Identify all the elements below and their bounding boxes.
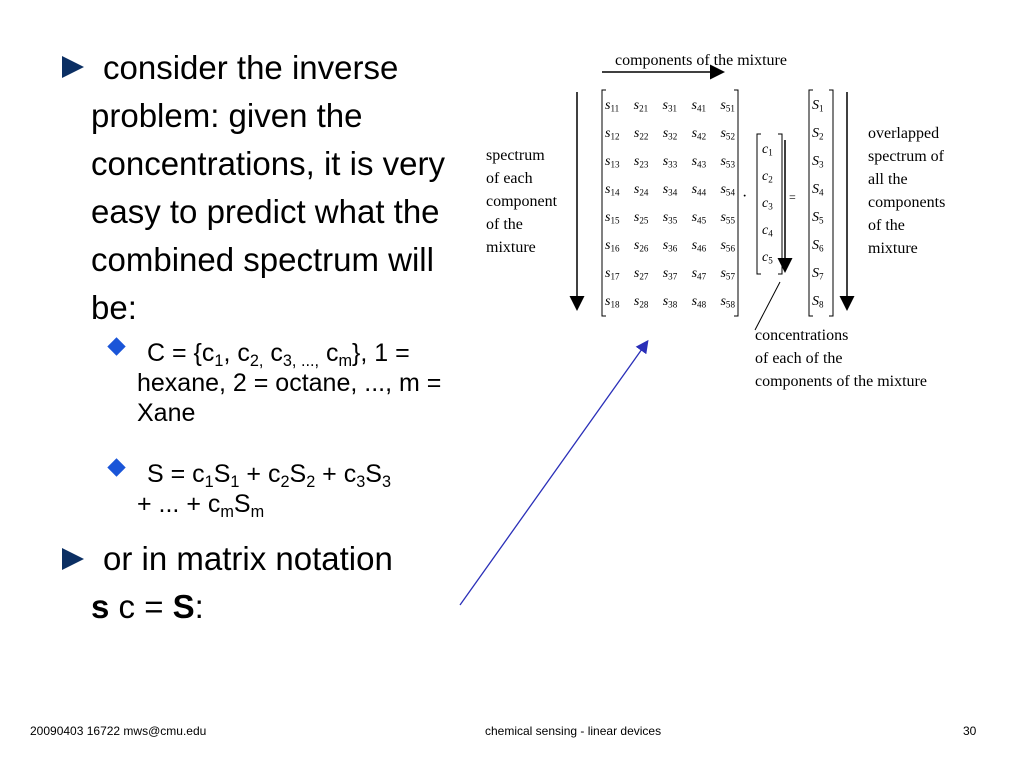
matrix-cell: $s_{14}$: [605, 182, 620, 198]
matrix-cell: $s_{31}$: [662, 98, 678, 114]
S-vector-cell: $S_8$: [812, 294, 824, 310]
dot-operator: ·: [742, 188, 748, 205]
spectrum-each-component-label: spectrum of each component of the mixture: [486, 147, 558, 256]
matrix-cell: $s_{53}$: [720, 154, 735, 170]
matrix-cell: $s_{44}$: [691, 182, 707, 198]
matrix-cell: $s_{13}$: [605, 154, 620, 170]
matrix-cell: $s_{57}$: [720, 266, 735, 282]
matrix-cell: $s_{51}$: [720, 98, 735, 114]
matrix-cell: $s_{24}$: [633, 182, 649, 198]
S-vector-cell: $S_4$: [812, 182, 824, 198]
matrix-cell: $s_{47}$: [691, 266, 707, 282]
sub-bullet-1-rest: 1 = hexane, 2 = octane, ..., m = Xane: [137, 339, 442, 427]
matrix-cell: $s_{11}$: [605, 98, 620, 114]
matrix-cell: $s_{45}$: [691, 210, 707, 226]
components-label: components of the mixture: [615, 52, 787, 69]
c-vector-cell: $c_5$: [762, 250, 773, 266]
matrix-cell: $s_{28}$: [633, 294, 649, 310]
bullet-1-text: consider the inverse problem: given the concentrations, it is very easy to predict what the combined spectrum will be:: [91, 49, 445, 326]
matrix-cell: $s_{32}$: [662, 126, 678, 142]
matrix-cell: $s_{34}$: [662, 182, 678, 198]
matrix-cell: $s_{25}$: [633, 210, 649, 226]
matrix-cell: $s_{55}$: [720, 210, 735, 226]
sub-bullet-1: $C = \{c_1$, $c_{2,}$ $c_{3, ...,}$ $c_m$}, 1 = hexane, 2 = octane, ..., m = Xane: [137, 339, 442, 427]
matrix-cell: $s_{52}$: [720, 126, 735, 142]
bullet-2-text: or in matrix notation s c = S:: [91, 540, 393, 625]
matrix-cell: $s_{58}$: [720, 294, 735, 310]
S-vector-cell: $S_7$: [812, 266, 824, 282]
matrix-cell: $s_{42}$: [691, 126, 707, 142]
matrix-cell: $s_{54}$: [720, 182, 735, 198]
matrix-cell: $s_{38}$: [662, 294, 678, 310]
matrix-cell: $s_{41}$: [691, 98, 707, 114]
matrix-cell: $s_{27}$: [633, 266, 649, 282]
matrix-cell: $s_{16}$: [605, 238, 620, 254]
c-vector-cell: $c_1$: [762, 142, 773, 158]
matrix-cell: $s_{15}$: [605, 210, 620, 226]
matrix-cell: $s_{46}$: [691, 238, 707, 254]
S-vector-cell: $S_6$: [812, 238, 824, 254]
footer-center: chemical sensing - linear devices: [485, 724, 662, 738]
matrix-cell: $s_{37}$: [662, 266, 678, 282]
S-vector-cell: $S_1$: [812, 98, 824, 114]
matrix-cell: $s_{17}$: [605, 266, 620, 282]
matrix-cell: $s_{48}$: [691, 294, 707, 310]
equals-sign: =: [789, 190, 796, 204]
matrix-cell: $s_{23}$: [633, 154, 649, 170]
S-vector-cell: $S_5$: [812, 210, 824, 226]
matrix-cell: $s_{21}$: [633, 98, 649, 114]
matrix-cell: $s_{43}$: [691, 154, 707, 170]
matrix-cell: $s_{36}$: [662, 238, 678, 254]
matrix-cell: $s_{33}$: [662, 154, 678, 170]
matrix-cell: $s_{56}$: [720, 238, 735, 254]
footer-left: 20090403 16722 mws@cmu.edu: [30, 724, 207, 738]
c-vector-cell: $c_4$: [762, 223, 773, 239]
matrix-cell: $s_{18}$: [605, 294, 620, 310]
S-vector-cell: $S_2$: [812, 126, 824, 142]
S-vector-cell: $S_3$: [812, 154, 824, 170]
matrix-cell: $s_{35}$: [662, 210, 678, 226]
sub-bullet-2: $S = c_1S_1 + c_2S_2 + c_3S_3$ + ... + $c_mS_m$: [137, 460, 392, 521]
c-vector-cell: $c_3$: [762, 196, 773, 212]
matrix-cell: $s_{26}$: [633, 238, 649, 254]
c-vector-cell: $c_2$: [762, 169, 773, 185]
matrix-cell: $s_{22}$: [633, 126, 649, 142]
concentrations-label: concentrations of each of the components of the mixture: [755, 327, 927, 390]
page-number: 30: [963, 724, 977, 738]
overlapped-spectrum-label: overlapped spectrum of all the components of the mixture: [868, 125, 946, 257]
matrix-cell: $s_{12}$: [605, 126, 620, 142]
